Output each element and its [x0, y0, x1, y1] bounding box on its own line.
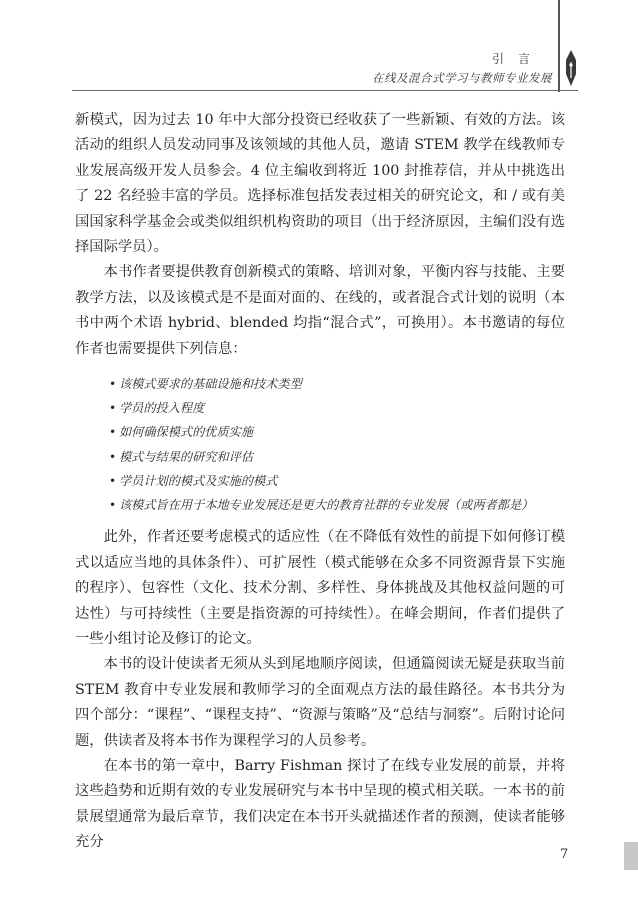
page-edge-tab — [624, 842, 638, 870]
header-vertical-rule — [558, 0, 560, 92]
running-header-title: 在线及混合式学习与教师专业发展 — [372, 71, 552, 85]
list-item: • 学员计划的模式及实施的模式 — [119, 469, 565, 493]
bullet-icon: • — [109, 449, 117, 464]
bullet-icon: • — [109, 425, 117, 440]
list-item: • 学员的投入程度 — [119, 396, 565, 420]
paragraph: 在本书的第一章中，Barry Fishman 探讨了在线专业发展的前景，并将这些趋势和近期有效的专业发展研究与本书中呈现的模式相关联。一本书的前景展望通常为最后章节，我们决定在本书开头就描述作者的预测，使读者能够充分 — [75, 757, 565, 851]
list-item: • 该模式要求的基础设施和技术类型 — [119, 372, 565, 396]
paragraph: 本书的设计使读者无须从头到尾地顺序阅读，但通篇阅读无疑是获取当前 STEM 教育中专业发展和教师学习的全面观点方法的最佳路径。本书共分为四个部分：“课程”、“课程支持”、“资源与策略”及“总结与洞察”。后附讨论问题，供读者及将本书作为课程学习的人员参考。 — [75, 656, 565, 749]
bullet-icon: • — [109, 498, 117, 513]
paragraph: 本书作者要提供教育创新模式的策略、培训对象，平衡内容与技能、主要教学方法，以及该模式是不是面对面的、在线的，或者混合式计划的说明（本书中两个术语 hybrid、blended 均指“混合式”，可换用）。本书邀请的每位作者也需要提供下列信息： — [75, 264, 565, 357]
list-item: • 该模式旨在用于本地专业发展还是更大的教育社群的专业发展（或两者都是） — [119, 493, 565, 517]
bullet-icon: • — [109, 377, 117, 392]
paragraph: 新模式，因为过去 10 年中大部分投资已经收获了一些新颖、有效的方法。该活动的组织人员发动同事及该领域的其他人员，邀请 STEM 教学在线教师专业发展高级开发人员参会。4 位主编收到将近 100 封推荐信，并从中挑选出了 22 名经验丰富的学员。选择标准包括发表过相关的研究论文，和 / 或有美国国家科学基金会或类似组织机构资助的项目（出于经济原因，主编们没有选择国际学员）。 — [75, 112, 565, 256]
list-item: • 如何确保模式的优质实施 — [119, 420, 565, 444]
page-number: 7 — [560, 847, 569, 862]
page-body — [75, 108, 565, 856]
list-item: • 模式与结果的研究和评估 — [119, 445, 565, 469]
running-header-chapter: 引言 — [491, 52, 544, 66]
fountain-pen-icon — [563, 48, 579, 88]
bullet-icon: • — [109, 401, 117, 416]
paragraph: 此外，作者还要考虑模式的适应性（在不降低有效性的前提下如何修订模式以适应当地的具体条件）、可扩展性（模式能够在众多不同资源背景下实施的程序）、包容性（文化、技术分割、多样性、身体挑战及其他权益问题的可达性）与可持续性（主要是指资源的可持续性）。在峰会期间，作者们提供了一些小组讨论及修订的论文。 — [75, 529, 565, 647]
header-horizontal-rule — [72, 90, 578, 91]
bullet-icon: • — [109, 473, 117, 488]
info-bullet-list — [75, 372, 565, 517]
